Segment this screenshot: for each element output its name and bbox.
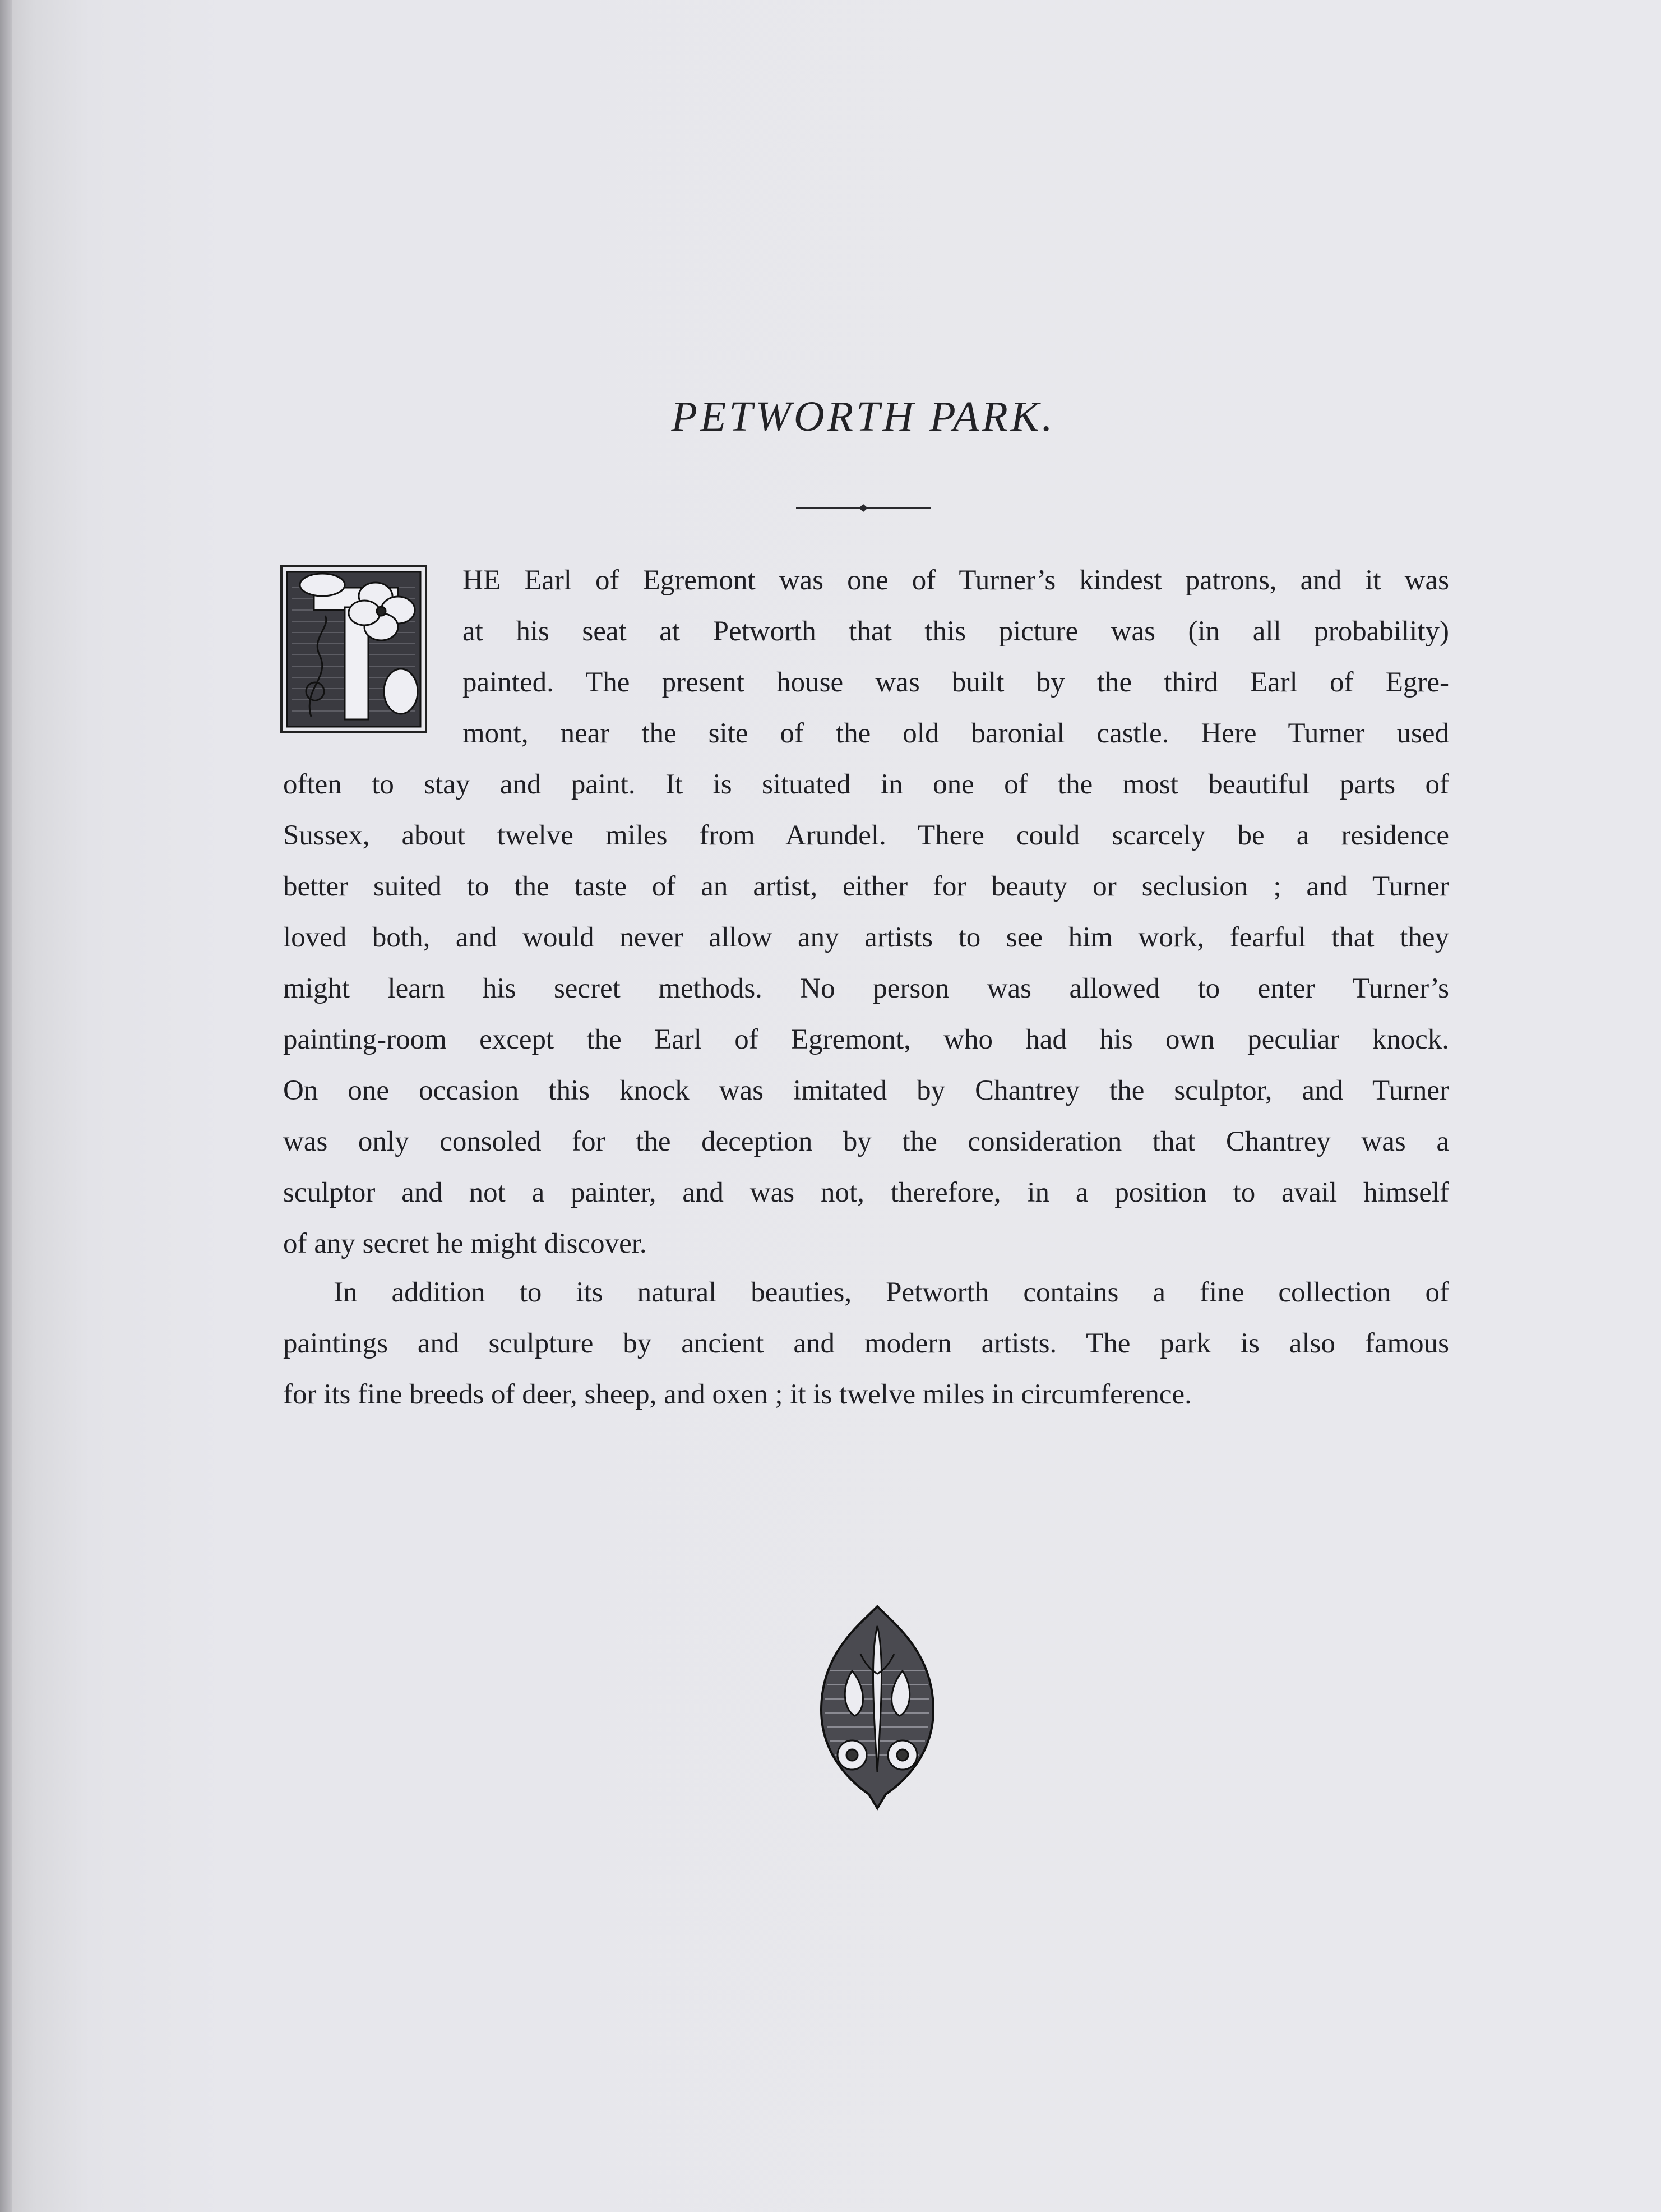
text-line: for its fine breeds of deer, sheep, and oxen ; it is twelve miles in circumference. xyxy=(283,1379,1192,1410)
text-line: of any secret he might discover. xyxy=(283,1228,647,1259)
paragraph-2 xyxy=(283,1267,1449,1420)
text-line: painting-room except the Earl of Egremont, who had his own peculiar knock. xyxy=(283,1024,1449,1055)
book-spine-shadow xyxy=(0,0,12,2212)
text-line: mont, near the site of the old baronial castle. Here Turner used xyxy=(462,718,1449,749)
page-title: PETWORTH PARK. xyxy=(671,393,1056,440)
text-line: better suited to the taste of an artist, either for beauty or seclusion ; and Turner xyxy=(283,871,1449,902)
paragraph-1 xyxy=(283,555,1449,1269)
diamond-rule-divider xyxy=(796,504,931,512)
text-line: HE Earl of Egremont was one of Turner’s kindest patrons, and it was xyxy=(462,565,1449,596)
text-line: Sussex, about twelve miles from Arundel. There could scarcely be a residence xyxy=(283,820,1449,851)
text-line: In addition to its natural beauties, Petworth contains a fine collection of xyxy=(334,1277,1449,1308)
text-line: was only consoled for the deception by the consideration that Chantrey was a xyxy=(283,1126,1449,1157)
text-line: often to stay and paint. It is situated in one of the most beautiful parts of xyxy=(283,769,1449,800)
text-line: paintings and sculpture by ancient and modern artists. The park is also famous xyxy=(283,1328,1449,1359)
text-line: painted. The present house was built by the third Earl of Egre- xyxy=(462,667,1449,698)
text-line: at his seat at Petworth that this picture was (in all probability) xyxy=(462,616,1449,647)
text-line: On one occasion this knock was imitated by Chantrey the sculptor, and Turner xyxy=(283,1075,1449,1106)
text-line: sculptor and not a painter, and was not, therefore, in a position to avail himself xyxy=(283,1177,1449,1208)
text-line: loved both, and would never allow any artists to see him work, fearful that they xyxy=(283,922,1449,953)
text-line: might learn his secret methods. No person was allowed to enter Turner’s xyxy=(283,973,1449,1004)
snowdrop-tailpiece-icon xyxy=(813,1604,942,1811)
